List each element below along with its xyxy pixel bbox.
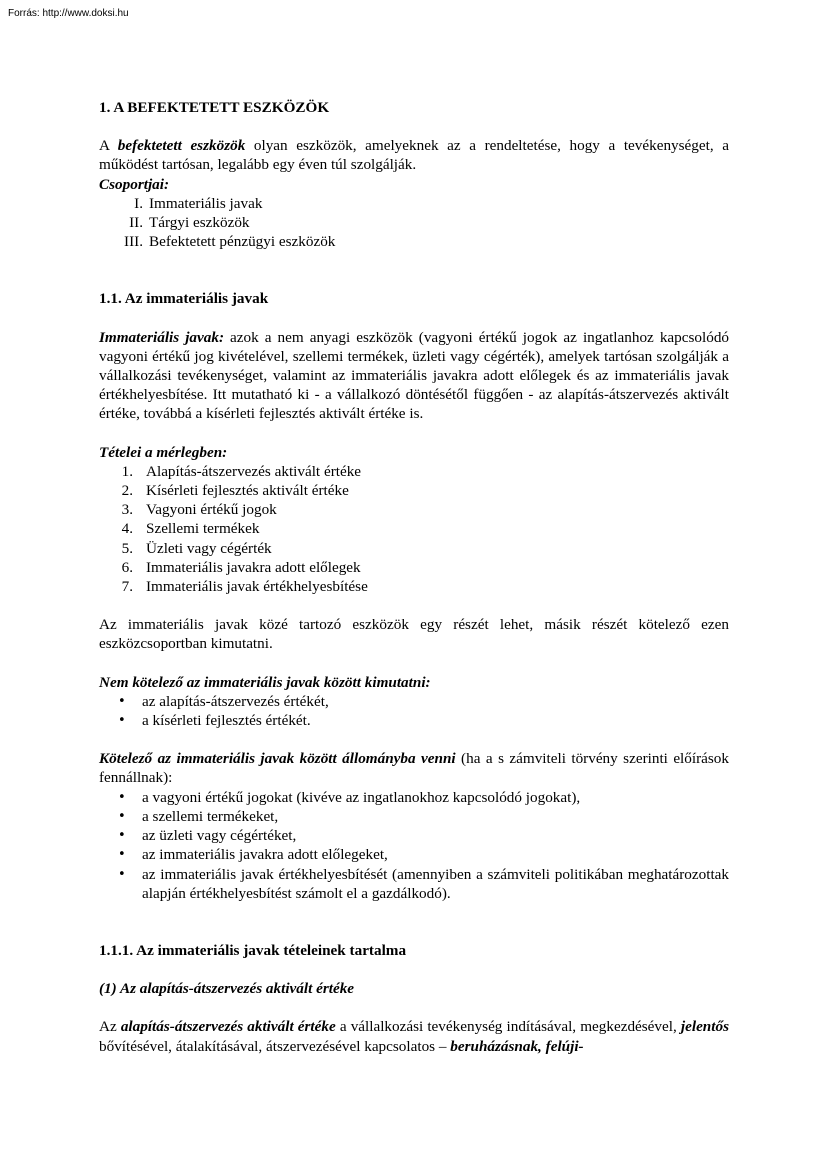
section-title-1-1: 1.1. Az immateriális javak: [99, 290, 269, 308]
list-item-number: 6.: [121, 558, 133, 576]
definition-text: azok a nem anyagi eszközök (vagyoni értékű jogok az ingatlanhoz kapcsolódó vagyoni értékű jog kivételével, szellemi termékek, üzleti vagy cégérték), amelyek tartósan szolgálják a vállalkozási tevékenységet, valamint az immateriális javakra adott előlegek és az immateriális javak értékhelyesbítése. Itt mutatható ki - a vállalkozó döntésétől függően - az alapítás-átszervezés aktivált értéke, továbbá a kísérleti fejlesztés aktivált értéke is.: [99, 328, 730, 423]
optional-list: [99, 692, 729, 730]
mandatory-paragraph: [99, 749, 729, 787]
list-item: [99, 577, 729, 596]
list-item-text: Kísérleti fejlesztés aktivált értéke: [146, 482, 349, 500]
mandatory-rest: (ha a s zámviteli törvény szerinti előírások fennállnak):: [99, 750, 729, 787]
list-item: [99, 519, 729, 538]
list-item-number: 2.: [121, 482, 133, 500]
source-label: Forrás: http://www.doksi.hu: [8, 8, 129, 19]
subsection-paragraph: [99, 1017, 729, 1055]
list-item: • az üzleti vagy cégértéket,: [99, 826, 729, 845]
term-run: alapítás-átszervezés aktivált értéke: [120, 1018, 336, 1036]
list-item-number: II.: [129, 214, 143, 232]
section-title-1-1-1: 1.1.1. Az immateriális javak tételeinek tartalma: [99, 941, 407, 959]
list-item-text: Alapítás-átszervezés aktivált értéke: [146, 462, 362, 480]
list-item-text: Vagyoni értékű jogok: [146, 501, 277, 519]
groups-list: [99, 194, 729, 252]
list-item: [99, 462, 729, 481]
list-item-number: 7.: [121, 578, 133, 596]
list-item-number: I.: [134, 194, 143, 212]
list-item-number: 1.: [121, 462, 133, 480]
intro-paragraph: [99, 136, 729, 174]
mandatory-list: [99, 788, 729, 903]
list-item: • az immateriális javak értékhelyesbítését (amennyiben a számviteli politikában meghatározottak alapján értékhelyesbítést számolt el a gazdálkodó).: [99, 865, 729, 903]
term-run: beruházásnak, felúji-: [450, 1037, 584, 1055]
intro-rest: olyan eszközök, amelyeknek az a rendeltetése, hogy a tevékenységet, a működést tartósan, legalább egy éven túl szolgálják.: [99, 137, 729, 174]
list-item: [99, 481, 729, 500]
list-item-text: Befektetett pénzügyi eszközök: [149, 233, 336, 251]
list-item-number: 3.: [121, 501, 133, 519]
list-item-text: Immateriális javakra adott előlegek: [146, 558, 361, 576]
list-item: [99, 213, 729, 232]
balance-list: [99, 462, 729, 596]
text-run: a vállalkozási tevékenység indításával, megkezdésével,: [335, 1018, 681, 1036]
intro-term: befektetett eszközök: [117, 137, 246, 155]
list-item: • a kísérleti fejlesztés értékét.: [99, 711, 729, 730]
list-item-text: Immateriális javak értékhelyesbítése: [146, 578, 368, 596]
mandatory-label: Kötelező az immateriális javak között állományba venni: [99, 750, 456, 768]
list-item: [99, 232, 729, 251]
list-item-number: 5.: [121, 539, 133, 557]
list-item: • az alapítás-átszervezés értékét,: [99, 692, 729, 711]
list-item-text: Üzleti vagy cégérték: [146, 539, 272, 557]
list-item: [99, 539, 729, 558]
optional-label: Nem kötelező az immateriális javak között kimutatni:: [99, 673, 431, 691]
list-item-text: Immateriális javak: [149, 194, 263, 212]
definition-paragraph: [99, 328, 729, 424]
subsection-title: (1) Az alapítás-átszervezés aktivált értéke: [99, 980, 355, 998]
list-item: • a vagyoni értékű jogokat (kivéve az ingatlanokhoz kapcsolódó jogokat),: [99, 788, 729, 807]
list-item-text: Szellemi termékek: [146, 520, 260, 538]
text-run: bővítésével, átalakításával, átszervezésével kapcsolatos –: [99, 1037, 451, 1055]
list-item: [99, 194, 729, 213]
list-item: [99, 558, 729, 577]
chapter-title: 1. A BEFEKTETETT ESZKÖZÖK: [99, 99, 330, 116]
note-paragraph: Az immateriális javak közé tartozó eszközök egy részét lehet, másik részét kötelező ezen eszközcsoportban kimutatni.: [99, 616, 729, 653]
list-item: • az immateriális javakra adott előlegeket,: [99, 845, 729, 864]
intro-lead: A: [99, 137, 118, 155]
term-run: jelentős: [680, 1018, 729, 1036]
list-item-text: Tárgyi eszközök: [149, 214, 250, 232]
text-run: Az: [99, 1018, 121, 1036]
list-item: [99, 500, 729, 519]
list-item-number: III.: [124, 233, 143, 251]
definition-term: Immateriális javak:: [99, 328, 225, 346]
list-item-number: 4.: [121, 520, 133, 538]
groups-label: Csoportjai:: [99, 175, 170, 193]
document-page: [99, 98, 729, 1056]
list-item: • a szellemi termékeket,: [99, 807, 729, 826]
balance-label: Tételei a mérlegben:: [99, 443, 228, 461]
